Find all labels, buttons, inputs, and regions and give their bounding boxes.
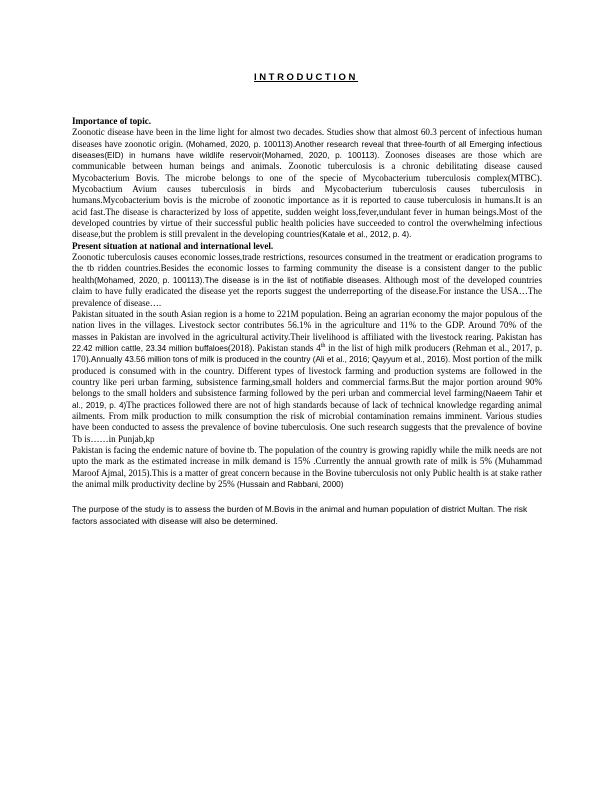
section-heading-importance: Importance of topic. xyxy=(72,116,152,126)
text-run: Although most of the developed countries claim to have fully eradicated the disease yet the reports suggest the underreporting of the disease.For instance the USA…The prevalence of disease…. xyxy=(72,274,542,308)
text-run: Zoonotic disease have been in the lime light for almost two decades. Studies show that almost 60.3 percent of infectious human diseases have zoonotic origin. xyxy=(72,127,542,149)
text-run: Zoonoses diseases are those which are communicable between human beings and animals. Zoonotic tuberculosis is a chronic debilitating disease caused Mycobacterium Bovis. The microbe belongs to one of the specie of Mycobacterium tuberculosis complex(MTBC). Mycobactium Avium causes tuberculosis in birds and Mycobacterium tuberculosis causes tuberculosis in humans.Mycobacterium bovis is the microbe of zoonotic importance as it is reported to cause tuberculosis in humans.It is an acid fast.The disease is characterized by loss of appetite, sudden weight loss,fever,undulant fever in human beings.Most of the developed countries by virtue of their successful public health policies have succeeded to control the overwhelming infectious disease,but the problem is still prevalent in the developing countries xyxy=(72,150,542,240)
text-run: 22.42 million cattle, 23.34 million buffaloes xyxy=(72,343,228,353)
paragraph-pakistan xyxy=(72,309,542,445)
paragraph-importance xyxy=(72,127,542,240)
text-run: Pakistan situated in the south Asian region is a home to 221M population. Being an agrarian economy the major populous of the nation lives in the villages. Livestock sector contributes 56.1% in the agriculture and 11% to the GDP. Around 70% of the masses in Pakistan are involved in the agricultural activity.Their livelihood is affiliated with the livestock rearing. Pakistan has xyxy=(72,308,542,342)
citation: (Mohamed, 2020, p. 100113).Another research reveal that three-fourth of all Emerging infectious diseases(EID) in humans have wildlife reservoir(Mohamed, 2020, p. 100113). xyxy=(72,139,542,161)
citation: (Katale et al., 2012, p. 4). xyxy=(319,230,412,240)
spacer xyxy=(72,490,542,504)
paragraph-present-situation xyxy=(72,252,542,309)
text-run: The practices followed there are not of high standards because of lack of technical knowledge regarding animal ailments. From milk production to milk consumption the risk of microbial contamination remains imminent. Various studies have been conducted to assess the prevalence of bovine tuberculosis. One such research suggests that the prevalence of bovine Tb is……in Punjab,kp xyxy=(72,399,543,444)
document-body xyxy=(72,116,542,528)
citation: (Hussain and Rabbani, 2000) xyxy=(236,480,344,489)
citation: (Mohamed, 2020, p. 100113).The disease is in the list of notifiable diseases. xyxy=(94,275,382,285)
text-run: Most portion of the milk produced is consumed with in the country. Different types of livestock farming and production systems are followed in the country like peri urban farming, subsistence farming,small holders and commercial farms.But the major portion around 90% belongs to the small holders and subsistence farming followed by the peri urban and commercial level farming xyxy=(72,354,542,399)
citation: Annually 43.56 million tons of milk is produced in the country (Ali et al., 2016; Qayyum et al., 2016). xyxy=(90,355,451,365)
text-run: Pakistan is facing the endemic nature of bovine tb. The population of the country is growing rapidly while the milk needs are not upto the mark as the estimated increase in milk demand is 15% .Currently the annual growth rate of milk is 5% (Muhammad Maroof Ajmal, 2015).This is a matter of great concern because in the Bovine tuberculosis not only Public health is at stake rather the animal milk productivity decline by 25% xyxy=(72,444,542,489)
section-heading-present-situation: Present situation at national and international level. xyxy=(72,240,274,251)
superscript: th xyxy=(320,342,326,349)
page-title: INTRODUCTION xyxy=(253,72,359,83)
paragraph-endemic xyxy=(72,445,542,490)
text-run: in the list of high milk producers (Rehman et al., 2017, p. 170). xyxy=(72,342,542,365)
paragraph-purpose: The purpose of the study is to assess the burden of M.Bovis in the animal and human population of district Multan. The risk factors associated with disease will also be determined. xyxy=(72,504,528,526)
citation: (Naeem Tahir et al., 2019, p. 4) xyxy=(72,389,542,410)
text-run: (2018). Pakistan stands 4 xyxy=(227,342,321,353)
text-run: Zoonotic tuberculosis causes economic losses,trade restrictions, resources consumed in the treatment or eradication programs to the tb ridden countries.Besides the economic losses to farming community the disease is a consistent danger to the public health xyxy=(72,252,542,285)
